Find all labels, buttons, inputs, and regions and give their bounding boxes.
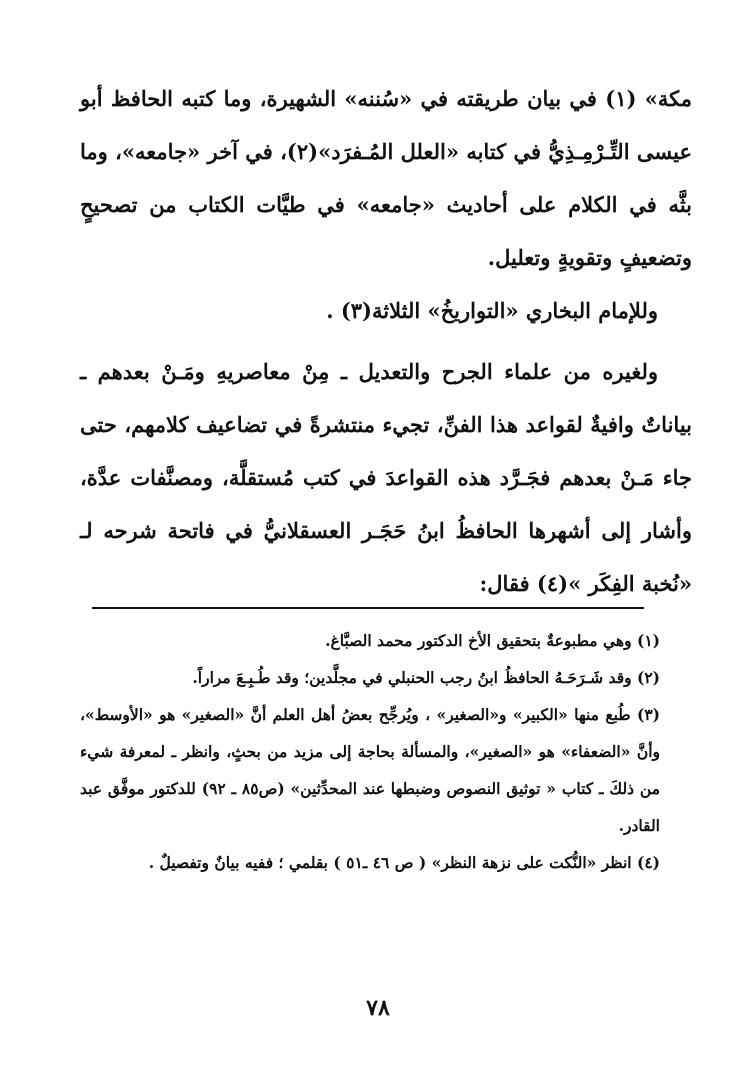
footnote-4: (٤) انظر «النُّكت على نزهة النظر» ( ص ٤٦ ـ٥١ ) بقلمي ؛ ففيه بيانٌ وتفصيلٌ . [148, 853, 660, 872]
main-paragraph-1: مكة» (١) في بيان طريقته في «سُننه» الشهيرة، وما كتبه الحافظ أبو عيسى التِّـرْمِـذِيُّ في كتابه «العلل المُـفرَد»(٢)، في آخر «جامعه»، وما بثَّه في الكلام على أحاديث «جامعه» في طيَّات الكتاب من تصحيحٍ وتضعيفٍ وتقويةٍ وتعليل. [80, 86, 692, 270]
main-paragraph-3 [80, 345, 692, 610]
main-paragraph-2 [80, 284, 692, 337]
footnotes-block [80, 622, 660, 881]
main-text-block-2 [80, 284, 692, 337]
footnote-2: (٢) وقد شَـرَحَـهُ الحافظُ ابنُ رجب الحنبلي في مجلَّدين؛ وقد طُـبِـعَ مراراً. [192, 668, 660, 687]
page-number: ٧٨ [366, 995, 390, 1021]
main-paragraph-2-text: وللإمام البخاري «التواريخُ» الثلاثة(٣) . [326, 298, 658, 323]
footnote-3: (٣) طُبع منها «الكبير» و«الصغير» ، ويُرجِّح بعضُ أهل العلم أنَّ «الصغير» هو «الأوسط»، وأنَّ «الضعفاء» هو «الصغير»، والمسألة بحاجة إلى مزيد من بحثٍ، وانظر ـ لمعرفة شيء من ذلكَ ـ كتاب « توثيق النصوص وضبطها عند المحدِّثين» (ص٨٥ ـ ٩٢) للدكتور موفَّق عبد القادر. [80, 705, 660, 835]
footnote-divider [92, 607, 644, 609]
main-paragraph-3-text: ولغيره من علماء الجرح والتعديل ـ مِنْ معاصريهِ ومَـنْ بعدهم ـ بياناتٌ وافيةٌ لقواعد هذا الفنِّ، تجيء منتشرةً في تضاعيف كلامهم، حتى جاء مَـنْ بعدهم فجَـرَّد هذه القواعدَ في كتب مُستقلَّة، ومصنَّفات عدَّة، وأشار إلى أشهرها الحافظُ ابنُ حَجَـر العسقلانيُّ في فاتحة شرحه لـ «نُخبة الفِكَر »(٤) فقال: [80, 359, 692, 596]
main-text-block-3 [80, 345, 692, 610]
footnote-1: (١) وهي مطبوعةٌ بتحقيق الأخ الدكتور محمد الصبَّاغ. [325, 631, 660, 650]
main-text-block [80, 72, 692, 284]
